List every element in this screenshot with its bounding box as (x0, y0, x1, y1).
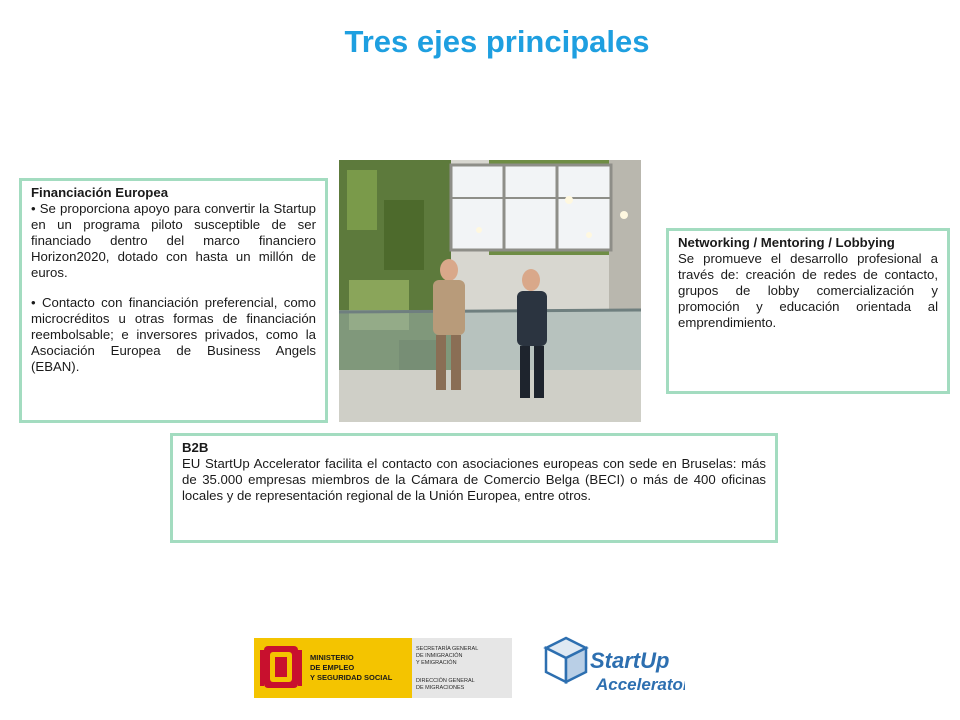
secretaria-line3: Y EMIGRACIÓN (416, 660, 457, 666)
b2b-heading: B2B (182, 440, 209, 455)
page-title: Tres ejes principales (344, 24, 650, 59)
startup-accelerator-logo (540, 632, 685, 704)
ministerio-line3: Y SEGURIDAD SOCIAL (310, 673, 393, 682)
financiacion-box (19, 178, 328, 423)
direccion-line1: DIRECCIÓN GENERAL (416, 678, 475, 684)
networking-box (666, 228, 950, 394)
financiacion-heading: Financiación Europea (31, 185, 169, 200)
accelerator-word: Accelerator (596, 675, 685, 694)
b2b-body: EU StartUp Accelerator facilita el contacto con asociaciones europeas con sede en Bruselas: más de 35.000 empresas miembros de la Cámara de Comercio Belga (BECI) o más de 400 oficinas locales y de representación regional de la Unión Europea, entre otros. (182, 456, 766, 503)
secretaria-line2: DE INMIGRACIÓN (416, 653, 463, 659)
secretaria-line1: SECRETARÍA GENERAL (416, 646, 479, 652)
networking-heading: Networking / Mentoring / Lobbying (678, 235, 895, 250)
ministerio-line2: DE EMPLEO (310, 663, 355, 672)
direccion-line2: DE MIGRACIONES (416, 685, 465, 691)
networking-body: Se promueve el desarrollo profesional a través de: creación de redes de contacto, grupos de lobby comercialización y promoción y educación orientada al emprendimiento. (678, 251, 938, 330)
financiacion-bullet-contacto: • Contacto con financiación preferencial, como microcréditos u otras formas de financiación reembolsable; e inversores privados, como la Asociación Europea de Business Angels (EBAN). (31, 295, 316, 374)
cube-icon (546, 638, 586, 682)
startup-word: StartUp (590, 648, 670, 673)
office-photo (339, 160, 641, 422)
ministerio-logo (254, 638, 512, 698)
financiacion-bullet-horizon: • Se proporciona apoyo para convertir la Startup en un programa piloto susceptible de ser financiado dentro del marco financiero Horizon2020, dotado con hasta un millón de euros. (31, 201, 316, 280)
ministerio-line1: MINISTERIO (310, 653, 354, 662)
b2b-box (170, 433, 778, 543)
